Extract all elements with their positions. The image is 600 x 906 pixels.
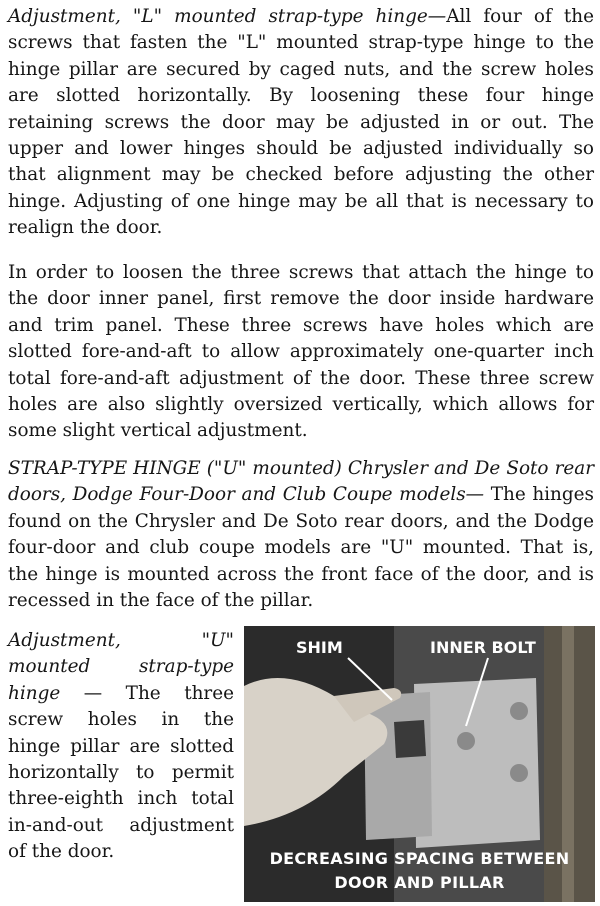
shim-label: SHIM [296, 638, 343, 657]
photo-caption-line-1: DECREASING SPACING BETWEEN [269, 849, 570, 868]
paragraph-inner-panel-screws [8, 260, 594, 445]
paragraph-u-hinge [8, 456, 594, 614]
hinge-photo [244, 626, 595, 902]
paragraph-body: — The three screw holes in the hinge pillar are slotted horizontally to permit three-eighth inch total in-and-out adjustment of the door. [8, 682, 234, 863]
inner-bolt-label: INNER BOLT [430, 638, 536, 657]
paragraph-lead: Adjustment, "L" mounted strap-type hinge— [8, 6, 447, 27]
photo-caption-line-2: DOOR AND PILLAR [334, 873, 505, 892]
paragraph-lead: STRAP-TYPE HINGE ("U" mounted) Chrysler and De Soto rear doors, Dodge Four-Door and Club Coupe models— [8, 458, 594, 506]
paragraph-l-hinge-adjustment [8, 4, 594, 242]
paragraph-body: The hinges found on the Chrysler and De Soto rear doors, and the Dodge four-door and club coupe models are "U" mounted. That is, the hinge is mounted across the front face of the door, and is recessed in the face of the pillar. [8, 484, 594, 612]
paragraph-u-hinge-adjustment [8, 628, 234, 866]
paragraph-body: In order to loosen the three screws that attach the hinge to the door inner panel, first remove the door inside hardware and trim panel. These three screws have holes which are slotted fore-and-aft to allow approximately one-quarter inch total fore-and-aft adjustment of the door. These three screw holes are also slightly oversized vertically, which allows for some slight vertical adjustment. [8, 262, 594, 442]
paragraph-body: All four of the screws that fasten the "L" mounted strap-type hinge to the hinge pillar are secured by caged nuts, and the screw holes are slotted horizontally. By loosening these four hinge retaining screws the door may be adjusted in or out. The upper and lower hinges should be adjusted individually so that alignment may be checked before adjusting the other hinge. Adjusting of one hinge may be all that is necessary to realign the door. [8, 6, 595, 239]
paragraph-lead: Adjustment, "U" mounted strap-type hinge [8, 630, 234, 704]
